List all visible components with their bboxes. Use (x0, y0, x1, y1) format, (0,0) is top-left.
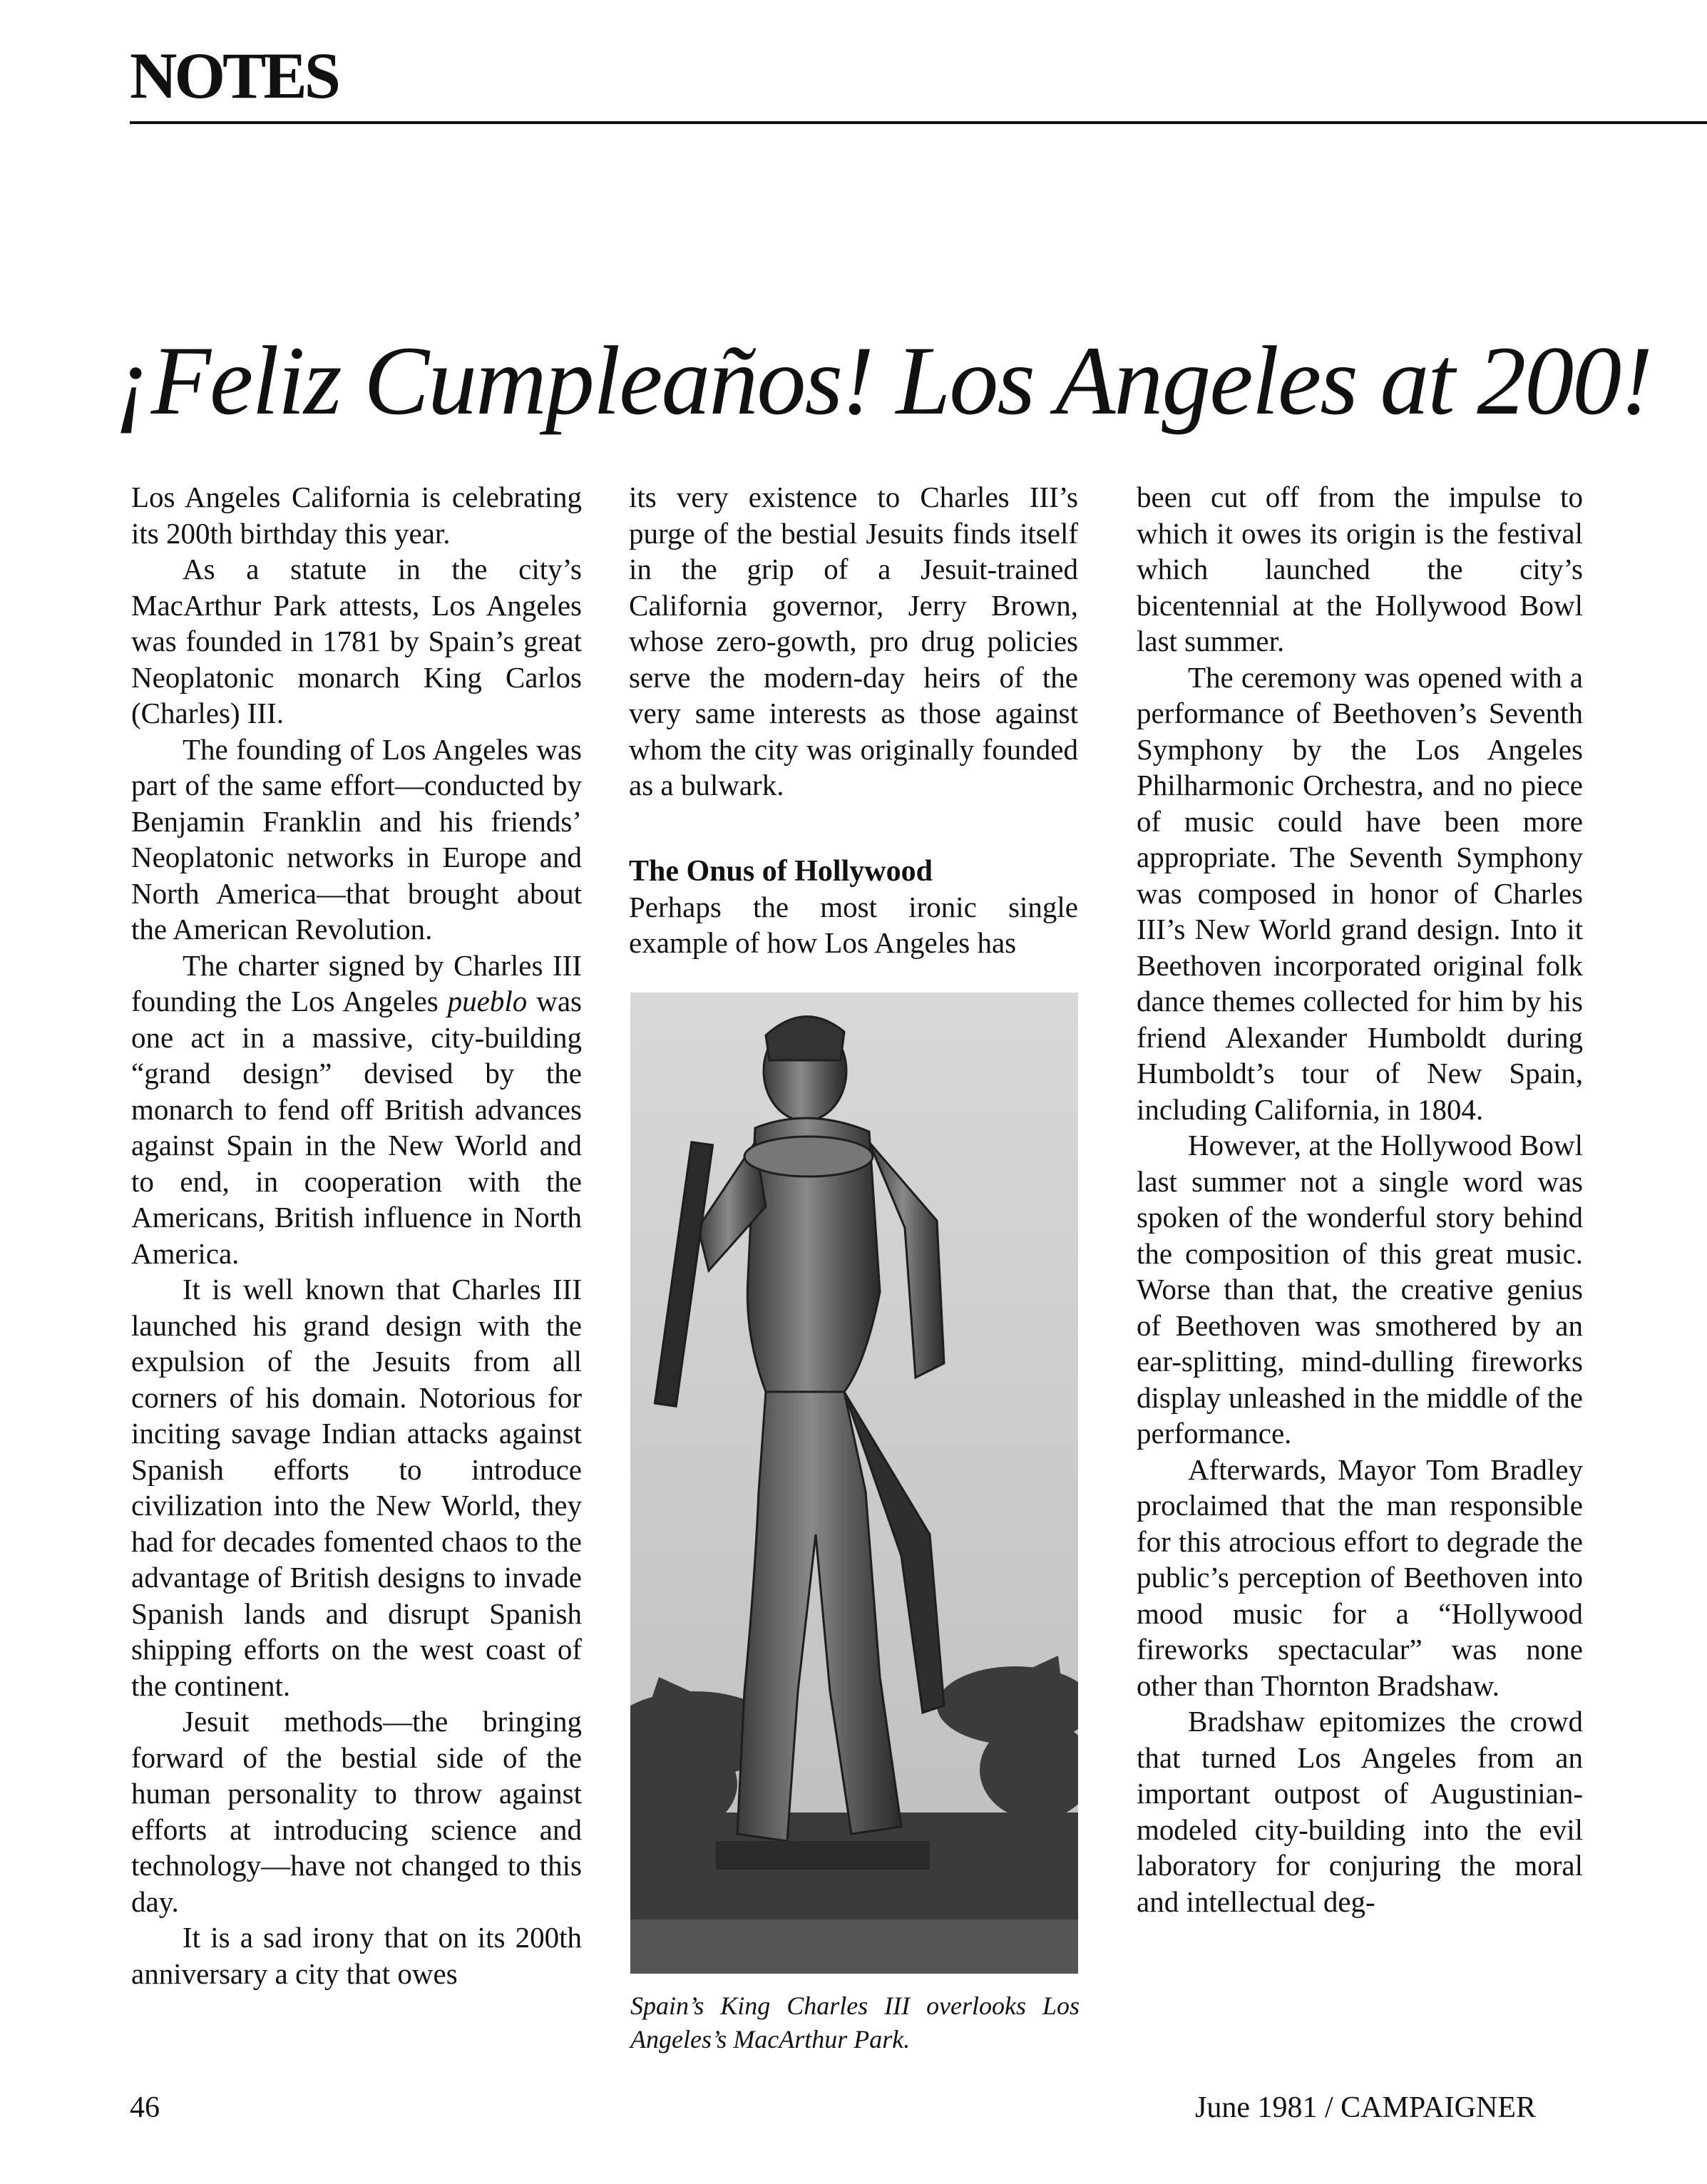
header-rule (130, 121, 1707, 124)
paragraph (131, 948, 582, 1272)
page-number: 46 (130, 2091, 160, 2124)
paragraph: Los Angeles California is celebrating its 200th birthday this year. (131, 481, 582, 550)
paragraph: Jesuit methods—the bringing forward of the bestial side of the human personality to throw against efforts at introducing science and technology—have not changed to this day. (131, 1705, 582, 1918)
paragraph: been cut off from the impulse to which it owes its origin is the festival which launched the city’s bicentennial at the Hollywood Bowl last summer. (1137, 481, 1583, 657)
section-label: NOTES (130, 39, 338, 112)
paragraph: The founding of Los Angeles was part of the same effort—conducted by Benjamin Franklin and his friends’ Neoplatonic networks in Europe and North America—that brought about the American Revolution. (131, 732, 582, 945)
paragraph: However, at the Hollywood Bowl last summer not a single word was spoken of the wonderful story behind the composition of this great music. Worse than that, the creative genius of Beethoven was smothered by an ear-splitting, mind-dulling fireworks display unleashed in the middle of the performance. (1137, 1129, 1583, 1450)
paragraph: The ceremony was opened with a performance of Beethoven’s Seventh Symphony by the Los Angeles Philharmonic Orchestra, and no piece of music could have been more appropriate. The Seventh Symphony was composed in honor of Charles III’s New World grand design. Into it Beethoven incorporated original folk dance themes collected for him by his friend Alexander Humboldt during Humboldt’s tour of New Spain, including California, in 1804. (1137, 660, 1583, 1126)
charter-text: The charter signed by Charles III founding the Los Angeles (131, 948, 582, 1017)
paragraph: Afterwards, Mayor Tom Bradley proclaimed that the man responsible for this atrocious effort to degrade the public’s perception of Beethoven into mood music for a “Hollywood fireworks spectacular” was none other than Thornton Bradshaw. (1137, 1452, 1583, 1702)
charter-text-cont: was one act in a massive, city-building “grand design” devised by the monarch to fend off British advances against Spain in the New World and to end, in cooperation with the Americans, British influence in North America. (131, 985, 582, 1270)
article-column-3 (1137, 479, 1583, 1919)
article-column-1 (131, 479, 582, 1991)
issue-line: June 1981 / CAMPAIGNER (1195, 2091, 1536, 2124)
subhead: The Onus of Hollywood (629, 854, 933, 888)
article-column-2 (629, 479, 1078, 961)
statue-illustration (630, 993, 1078, 1974)
paragraph: its very existence to Charles III’s purge of the bestial Jesuits finds itself in the grip of a Jesuit-trained California governor, Jerry Brown, whose zero-gowth, pro drug policies serve the modern-day heirs of the very same interests as those against whom the city was originally founded as a bulwark. (629, 481, 1078, 801)
article-headline: ¡Feliz Cumpleaños! Los Angeles at 200! (114, 326, 1652, 435)
paragraph: It is a sad irony that on its 200th anniversary a city that owes (131, 1921, 582, 1990)
paragraph: As a statute in the city’s MacArthur Park attests, Los Angeles was founded in 1781 by Spain’s great Neoplatonic monarch King Carlos (Charles) III. (131, 553, 582, 729)
paragraph: Perhaps the most ironic single example of how Los Angeles has (629, 890, 1078, 959)
pueblo-term: pueblo (447, 985, 528, 1017)
paragraph: It is well known that Charles III launched his grand design with the expulsion of the Jesuits from all corners of his domain. Notorious for inciting savage Indian attacks against Spanish efforts to introduce civilization into the New World, they had for decades fomented chaos to the advantage of British designs to invade Spanish lands and disrupt Spanish shipping efforts on the west coast of the continent. (131, 1273, 582, 1702)
statue-photo (630, 993, 1078, 1974)
photo-caption: Spain’s King Charles III overlooks Los Angeles’s MacArthur Park. (630, 1991, 1080, 2054)
paragraph: Bradshaw epitomizes the crowd that turned Los Angeles from an important outpost of Augustinian-modeled city-building into the evil laboratory for conjuring the moral and intellectual deg- (1137, 1705, 1583, 1918)
